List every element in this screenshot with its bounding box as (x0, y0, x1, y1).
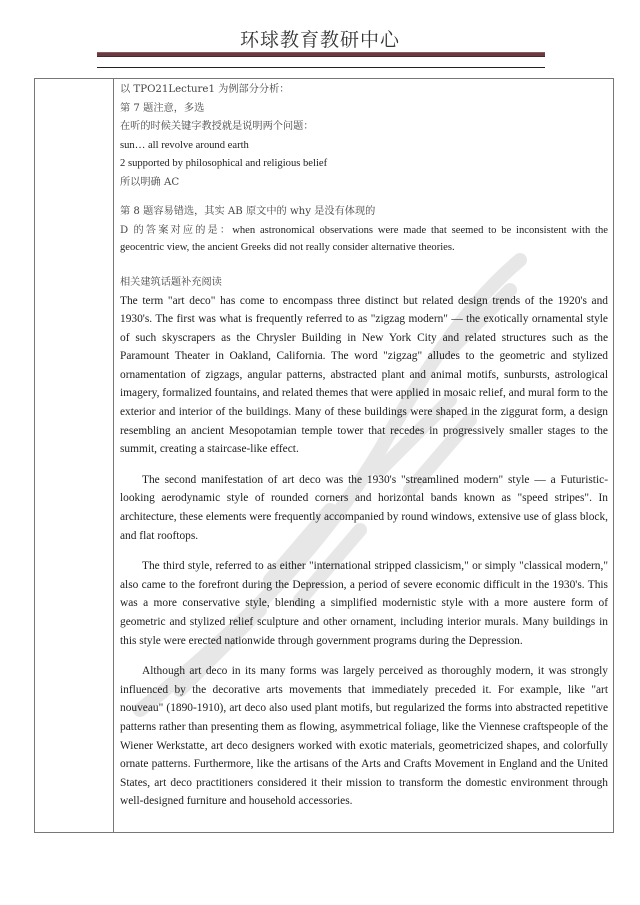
art-deco-article (120, 274, 608, 811)
header-thin-rule (97, 67, 545, 68)
article-paragraph: The term "art deco" has come to encompass three distinct but related design trends of the 1920's and 1930's. The first was what is frequently referred to as "zigzag modern" — the exotically ornamental style of such skyscrapers as the Chrysler Building in New York City and related structures such as the Paramount Theater in Oakland, California. The word "zigzag" alludes to the geometric and stylized ornamentation of zigzags, angular patterns, abstracted plant and animal motifs, sunbursts, astrological imagery, formalized fountains, and related themes that were applied in mosaic relief, and mural form to the exterior and interior of the buildings. Many of these buildings were shaped in the ziggurat form, a design resembling an ancient Mesopotamian temple tower that recedes in progressively smaller stages to the summit, creating a staircase-like effect. (120, 294, 608, 456)
note-line: 第 7 题注意，多选 (120, 102, 205, 114)
article-paragraph: Although art deco in its many forms was largely perceived as thoroughly modern, it was strongly influenced by the decorative arts movements that immediately preceded it. For example, like "art nouveau" (1890-1910), art deco also used plant motifs, but regularized the forms into abstracted repetitive patterns rather than presenting them as flowing, asymmetrical foliage, like the Viennese craftspeople of the Wiener Werkstatte, art deco designers worked with exotic materials, geometricized shapes, and colorfully ornate patterns. Furthermore, like the artisans of the Arts and Crafts Movement in England and the United States, art deco practitioners considered it their mission to transform the domestic environment through well-designed furniture and household accessories. (120, 665, 608, 808)
header-thick-rule (97, 52, 545, 57)
note-line: sun… all revolve around earth (120, 139, 249, 151)
analysis-notes (120, 81, 608, 256)
section-title: 相关建筑话题补充阅读 (120, 276, 222, 288)
q8-answer-prefix: D 的答案对应的是： (120, 224, 233, 236)
note-line: 2 supported by philosophical and religious belief (120, 158, 328, 169)
content-table (34, 78, 614, 833)
article-paragraph: The second manifestation of art deco was the 1930's "streamlined modern" style — a Futuristic-looking aerodynamic style of rounded corners and horizontal bands known as "speed stripes". In architecture, these elements were frequently accompanied by round windows, extensive use of glass block, and flat rooftops. (120, 473, 608, 542)
q8-note: 第 8 题容易错选，其实 AB 原文中的 why 是没有体现的 (120, 206, 376, 217)
page-header-title: 环球教育教研中心 (239, 29, 400, 51)
q8-answer (120, 222, 608, 256)
table-right-column (120, 81, 608, 811)
article-paragraph: The third style, referred to as either "international stripped classicism," or simply "classical modern," also came to the forefront during the Depression, a period of severe economic difficult in the 1930's. This was a more conservative style, blending a simplified modernistic style with a more austere form of geometric and stylized relief sculpture and other ornament, including interior murals. Many buildings in this style were erected nationwide through government programs during the Depression. (120, 560, 608, 647)
note-line: 在听的时候关键字教授就是说明两个问题： (120, 121, 314, 132)
table-left-column (35, 79, 114, 832)
q8-answer-text: when astronomical observations were made that seemed to be inconsistent with the geocentric view, the ancient Greeks did not really consider alternative theories. (120, 224, 608, 253)
note-line: 所以明确 AC (120, 176, 180, 188)
note-line: 以 TPO21Lecture1 为例部分分析： (120, 84, 290, 95)
